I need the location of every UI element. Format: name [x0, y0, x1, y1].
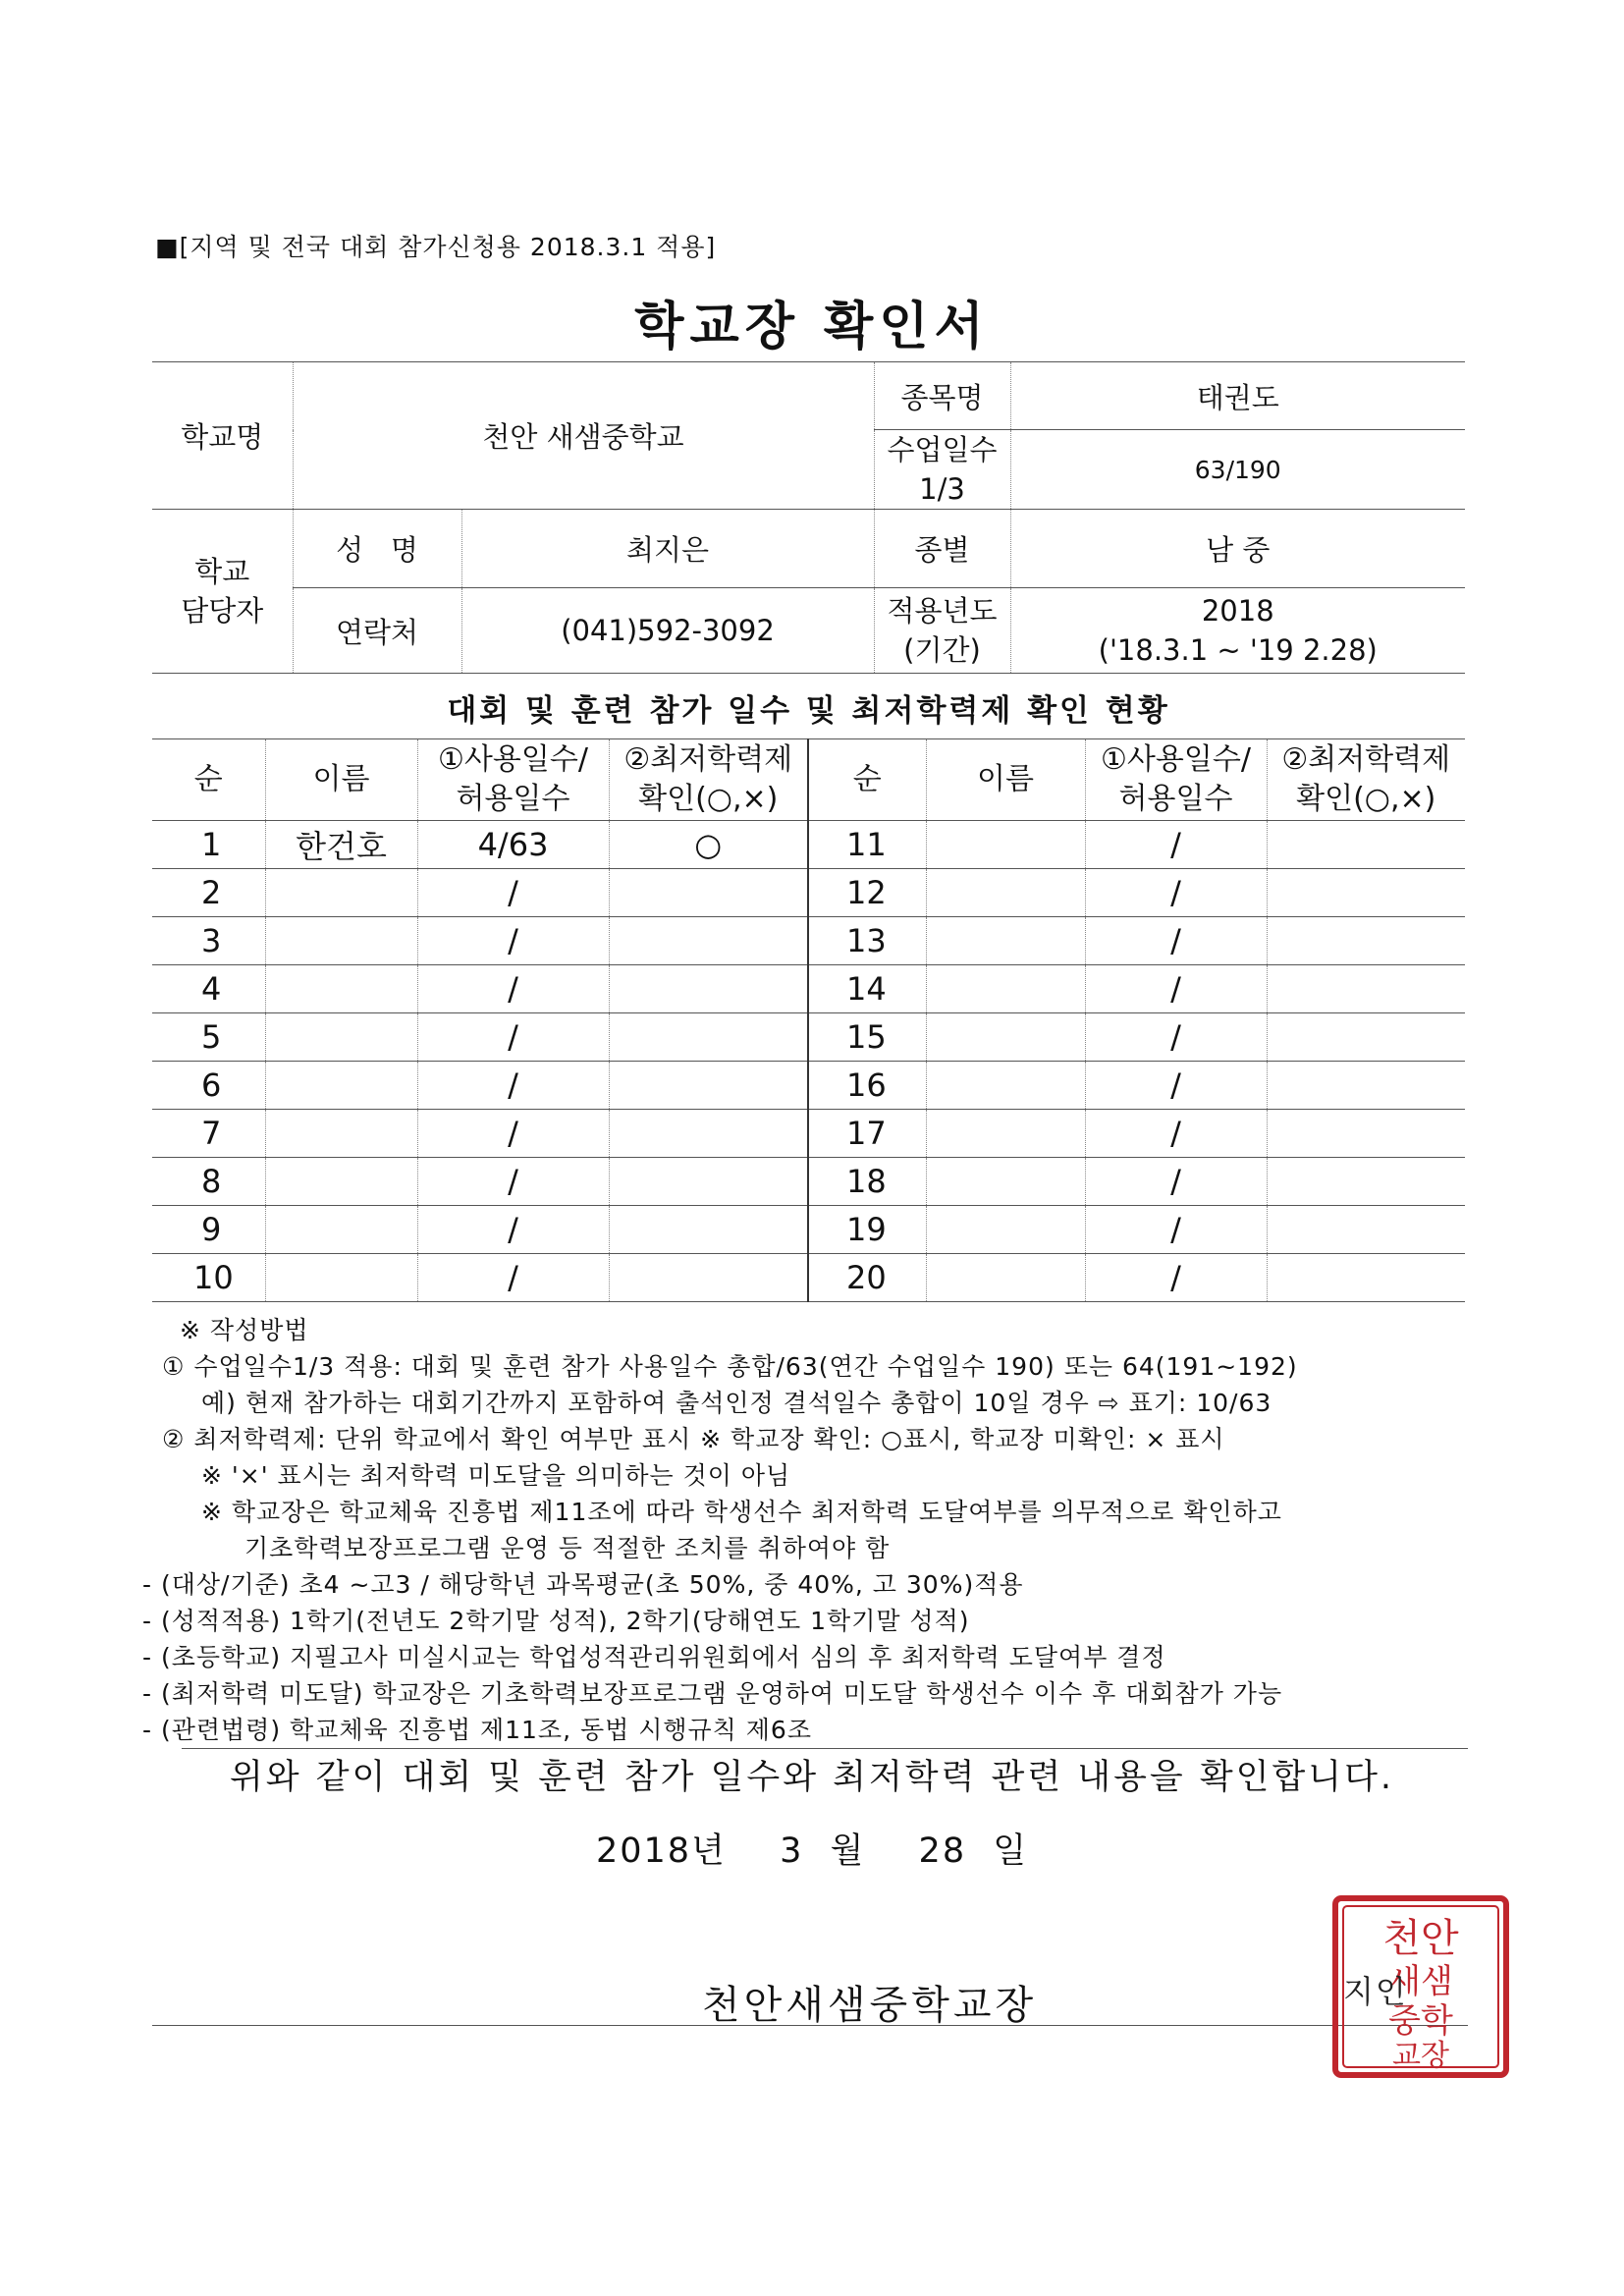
row-name	[926, 1110, 1085, 1158]
row-check	[1267, 1254, 1465, 1302]
row-check	[609, 1013, 808, 1062]
row-check	[1267, 917, 1465, 965]
header-name: 이름	[265, 739, 417, 821]
row-name	[926, 869, 1085, 917]
row-name	[926, 1062, 1085, 1110]
row-check	[609, 1206, 808, 1254]
row-check	[609, 1062, 808, 1110]
table-row	[152, 1254, 1465, 1302]
principal-name: 천안새샘중학교장	[702, 1983, 1038, 2028]
row-seq: 18	[808, 1158, 926, 1206]
row-days: /	[417, 1206, 609, 1254]
school-info-table	[152, 361, 1465, 674]
seal-text-3: 중학	[1388, 2001, 1453, 2041]
row-seq: 9	[152, 1206, 265, 1254]
table-row	[152, 1206, 1465, 1254]
row-days: /	[417, 965, 609, 1013]
row-check	[609, 965, 808, 1013]
instructions-heading: ※ 작성방법	[180, 1316, 309, 1344]
row-check	[609, 1254, 808, 1302]
header-days-2-line1: ①사용일수/	[1101, 742, 1251, 777]
contact-value: (041)592-3092	[461, 588, 874, 674]
apply-year-label	[874, 588, 1010, 674]
row-check	[609, 869, 808, 917]
row-name	[265, 917, 417, 965]
instruction-1: ① 수업일수1/3 적용: 대회 및 훈련 참가 사용일수 총합/63(연간 수업일수 190) 또는 64(191~192)	[162, 1352, 1298, 1381]
row-days: /	[1085, 1013, 1267, 1062]
school-name-label: 학교명	[152, 362, 293, 510]
table-row	[152, 1062, 1465, 1110]
class-days-label-line1: 수업일수	[887, 433, 998, 466]
header-days-line2: 허용일수	[456, 782, 570, 816]
header-min-grade-2	[1267, 739, 1465, 821]
row-days: /	[1085, 965, 1267, 1013]
signature-line	[152, 2025, 1468, 2026]
row-days: 4/63	[417, 821, 609, 869]
row-name	[265, 1062, 417, 1110]
row-days: /	[1085, 917, 1267, 965]
row-seq: 1	[152, 821, 265, 869]
seal-text-2: 새샘	[1388, 1962, 1453, 2001]
row-name	[926, 965, 1085, 1013]
row-seq: 8	[152, 1158, 265, 1206]
row-days: /	[417, 1013, 609, 1062]
row-seq: 11	[808, 821, 926, 869]
row-days: /	[417, 1062, 609, 1110]
row-check	[1267, 965, 1465, 1013]
row-seq: 14	[808, 965, 926, 1013]
row-days: /	[1085, 1254, 1267, 1302]
staff-name-value: 최지은	[461, 510, 874, 588]
header-days-line1: ①사용일수/	[438, 742, 588, 777]
row-name	[265, 869, 417, 917]
row-seq: 13	[808, 917, 926, 965]
issue-date: 2018년 3 월 28 일	[595, 1831, 1029, 1871]
row-days: /	[1085, 869, 1267, 917]
detail-5: - (관련법령) 학교체육 진흥법 제11조, 동법 시행규칙 제6조	[142, 1716, 812, 1744]
apply-year-value	[1010, 588, 1465, 674]
row-seq: 7	[152, 1110, 265, 1158]
school-name-value: 천안 새샘중학교	[293, 362, 874, 510]
row-seq: 2	[152, 869, 265, 917]
row-name	[265, 1110, 417, 1158]
staff-group-label-line1: 학교	[194, 555, 250, 588]
event-value: 태권도	[1010, 362, 1465, 430]
event-label: 종목명	[874, 362, 1010, 430]
seal-overlay-text: 지인	[1343, 1973, 1408, 2010]
seal-text-4: 교장	[1392, 2039, 1449, 2073]
staff-group-label-line2: 담당자	[181, 594, 264, 628]
row-check	[609, 917, 808, 965]
table-row	[152, 965, 1465, 1013]
instruction-2-note-b: ※ 학교장은 학교체육 진흥법 제11조에 따라 학생선수 최저학력 도달여부를 의무적으로 확인하고	[201, 1498, 1282, 1526]
row-days: /	[417, 869, 609, 917]
table-row	[152, 1110, 1465, 1158]
row-check	[1267, 1206, 1465, 1254]
row-seq: 3	[152, 917, 265, 965]
row-name	[265, 965, 417, 1013]
staff-group-label	[152, 510, 293, 674]
header-days	[417, 739, 609, 821]
detail-1: - (대상/기준) 초4 ~고3 / 해당학년 과목평균(초 50%, 중 40%, 고 30%)적용	[142, 1570, 1024, 1599]
row-name	[926, 1254, 1085, 1302]
row-days: /	[1085, 821, 1267, 869]
row-check	[1267, 869, 1465, 917]
instruction-2-note-c: 기초학력보장프로그램 운영 등 적절한 조치를 취하여야 함	[244, 1534, 891, 1562]
header-days-2	[1085, 739, 1267, 821]
row-days: /	[1085, 1158, 1267, 1206]
row-days: /	[417, 1254, 609, 1302]
row-name	[926, 1013, 1085, 1062]
row-name	[926, 1206, 1085, 1254]
row-name: 한건호	[265, 821, 417, 869]
section-title: 대회 및 훈련 참가 일수 및 최저학력제 확인 현황	[447, 693, 1170, 729]
instruction-2-note-a: ※ '×' 표시는 최저학력 미도달을 의미하는 것이 아님	[201, 1461, 791, 1490]
row-days: /	[1085, 1206, 1267, 1254]
row-name	[926, 821, 1085, 869]
row-name	[265, 1013, 417, 1062]
row-check	[609, 1158, 808, 1206]
seal-text-1: 천안	[1382, 1916, 1459, 1961]
table-row	[152, 821, 1465, 869]
class-days-value: 63/190	[1010, 430, 1465, 510]
category-label: 종별	[874, 510, 1010, 588]
row-days: /	[417, 1158, 609, 1206]
header-min-2-line2: 확인(○,×)	[1296, 782, 1436, 816]
row-name	[265, 1158, 417, 1206]
row-check	[1267, 1062, 1465, 1110]
table-row	[152, 1013, 1465, 1062]
row-days: /	[417, 1110, 609, 1158]
header-days-2-line2: 허용일수	[1118, 782, 1233, 816]
apply-year-label-line2: (기간)	[903, 633, 981, 667]
row-days: /	[1085, 1062, 1267, 1110]
header-min-2-line1: ②최저학력제	[1281, 742, 1451, 777]
row-seq: 6	[152, 1062, 265, 1110]
row-check: ○	[609, 821, 808, 869]
detail-2: - (성적적용) 1학기(전년도 2학기말 성적), 2학기(당해연도 1학기말 성적)	[142, 1607, 970, 1635]
contact-label: 연락처	[293, 588, 461, 674]
row-days: /	[1085, 1110, 1267, 1158]
row-check	[609, 1110, 808, 1158]
header-min-line2: 확인(○,×)	[638, 782, 779, 816]
header-min-line1: ②최저학력제	[623, 742, 793, 777]
row-check	[1267, 1110, 1465, 1158]
row-seq: 19	[808, 1206, 926, 1254]
row-name	[926, 917, 1085, 965]
row-seq: 10	[152, 1254, 265, 1302]
detail-3: - (초등학교) 지필고사 미실시교는 학업성적관리위원회에서 심의 후 최저학력 도달여부 결정	[142, 1643, 1166, 1671]
row-check	[1267, 821, 1465, 869]
detail-4: - (최저학력 미도달) 학교장은 기초학력보장프로그램 운영하여 미도달 학생선수 이수 후 대회참가 가능	[142, 1679, 1283, 1708]
table-row	[152, 869, 1465, 917]
row-name	[265, 1254, 417, 1302]
instructions	[142, 1312, 1478, 1748]
confirmation-statement: 위와 같이 대회 및 훈련 참가 일수와 최저학력 관련 내용을 확인합니다.	[229, 1758, 1395, 1797]
divider-line	[182, 1748, 1468, 1749]
row-seq: 5	[152, 1013, 265, 1062]
table-row	[152, 1158, 1465, 1206]
instruction-1-example: 예) 현재 참가하는 대회기간까지 포함하여 출석인정 결석일수 총합이 10일 경우 ⇨ 표기: 10/63	[201, 1389, 1272, 1417]
row-name	[926, 1158, 1085, 1206]
row-days: /	[417, 917, 609, 965]
row-seq: 15	[808, 1013, 926, 1062]
row-seq: 20	[808, 1254, 926, 1302]
category-value: 남 중	[1010, 510, 1465, 588]
row-seq: 16	[808, 1062, 926, 1110]
header-seq-2: 순	[808, 739, 926, 821]
apply-year-label-line1: 적용년도	[887, 594, 998, 628]
header-name-2: 이름	[926, 739, 1085, 821]
row-seq: 12	[808, 869, 926, 917]
apply-year-value-line2: ('18.3.1 ~ '19 2.28)	[1098, 633, 1378, 667]
row-seq: 17	[808, 1110, 926, 1158]
participation-table	[152, 738, 1465, 1302]
row-seq: 4	[152, 965, 265, 1013]
class-days-label	[874, 430, 1010, 510]
row-name	[265, 1206, 417, 1254]
apply-year-value-line1: 2018	[1201, 594, 1274, 628]
table-header-row	[152, 739, 1465, 821]
class-days-label-line2: 1/3	[919, 472, 965, 506]
row-check	[1267, 1158, 1465, 1206]
staff-name-label: 성 명	[293, 510, 461, 588]
row-check	[1267, 1013, 1465, 1062]
table-row	[152, 917, 1465, 965]
instruction-2: ② 최저학력제: 단위 학교에서 확인 여부만 표시 ※ 학교장 확인: ○표시, 학교장 미확인: × 표시	[162, 1425, 1225, 1453]
form-version-note: ■[지역 및 전국 대회 참가신청용 2018.3.1 적용]	[155, 233, 717, 261]
header-seq: 순	[152, 739, 265, 821]
header-min-grade	[609, 739, 808, 821]
document-title: 학교장 확인서	[634, 298, 990, 356]
